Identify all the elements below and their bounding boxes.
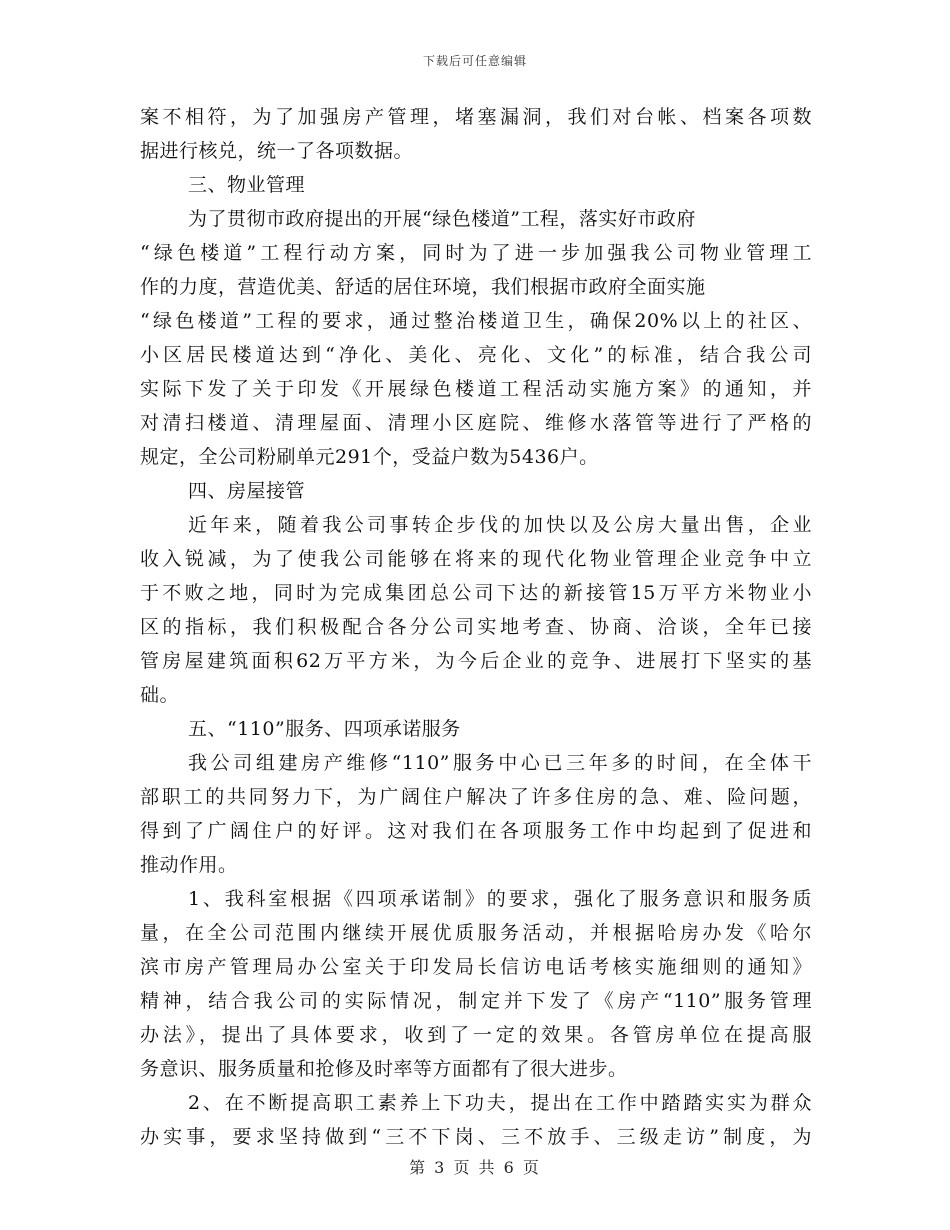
text-line: 四、房屋接管	[188, 480, 306, 502]
text-line: 管房屋建筑面积62万平方米，为今后企业的竞争、进展打下坚实的基	[140, 650, 812, 672]
text-line: 量，在全公司范围内继续开展优质服务活动，并根据哈房办发《哈尔	[140, 922, 812, 944]
text-line: 我公司组建房产维修“110”服务中心已三年多的时间，在全体干	[188, 752, 812, 774]
text-line: 实际下发了关于印发《开展绿色楼道工程活动实施方案》的通知，并	[140, 378, 812, 400]
text-line: 规定，全公司粉刷单元291个，受益户数为5436户。	[140, 446, 599, 468]
text-line: “绿色楼道”工程行动方案，同时为了进一步加强我公司物业管理工	[140, 242, 812, 264]
text-line: 办法》，提出了具体要求，收到了一定的效果。各管房单位在提高服	[140, 1024, 812, 1046]
text-line: 对清扫楼道、清理屋面、清理小区庭院、维修水落管等进行了严格的	[140, 412, 812, 434]
text-line: 务意识、服务质量和抢修及时率等方面都有了很大进步。	[140, 1058, 628, 1080]
text-line: 为了贯彻市政府提出的开展“绿色楼道”工程，落实好市政府	[188, 208, 696, 230]
text-line: 五、“110”服务、四项承诺服务	[188, 718, 461, 740]
text-line: 推动作用。	[140, 854, 238, 876]
text-line: 础。	[140, 684, 180, 706]
text-line: 办实事，要求坚持做到“三不下岗、三不放手、三级走访”制度，为	[140, 1126, 812, 1148]
page-footer: 第 3 页 共 6 页	[409, 1158, 541, 1177]
document-body	[140, 100, 812, 1154]
text-line: 案不相符，为了加强房产管理，堵塞漏洞，我们对台帐、档案各项数	[140, 106, 812, 128]
text-line: 1、我科室根据《四项承诺制》的要求，强化了服务意识和服务质	[188, 888, 812, 910]
text-line: 小区居民楼道达到“净化、美化、亮化、文化”的标准，结合我公司	[140, 344, 812, 366]
header-note: 下载后可任意编辑	[422, 54, 527, 68]
text-line: 于不败之地，同时为完成集团总公司下达的新接管15万平方米物业小	[140, 582, 812, 604]
text-line: 作的力度，营造优美、舒适的居住环境，我们根据市政府全面实施	[140, 276, 706, 298]
text-line: 部职工的共同努力下，为广阔住户解决了许多住房的急、难、险问题，	[140, 786, 812, 808]
text-line: 2、在不断提高职工素养上下功夫，提出在工作中踏踏实实为群众	[188, 1092, 812, 1114]
text-line: 近年来，随着我公司事转企步伐的加快以及公房大量出售，企业	[188, 514, 812, 536]
text-line: 三、物业管理	[188, 174, 306, 196]
text-line: 精神，结合我公司的实际情况，制定并下发了《房产“110”服务管理	[140, 990, 812, 1012]
text-line: 收入锐减，为了使我公司能够在将来的现代化物业管理企业竞争中立	[140, 548, 812, 570]
text-line: 区的指标，我们积极配合各分公司实地考查、协商、洽谈，全年已接	[140, 616, 812, 638]
text-line: 得到了广阔住户的好评。这对我们在各项服务工作中均起到了促进和	[140, 820, 812, 842]
text-line: 据进行核兑，统一了各项数据。	[140, 140, 414, 162]
text-line: 滨市房产管理局办公室关于印发局长信访电话考核实施细则的通知》	[140, 956, 812, 978]
text-line: “绿色楼道”工程的要求，通过整治楼道卫生，确保20%以上的社区、	[140, 310, 812, 332]
